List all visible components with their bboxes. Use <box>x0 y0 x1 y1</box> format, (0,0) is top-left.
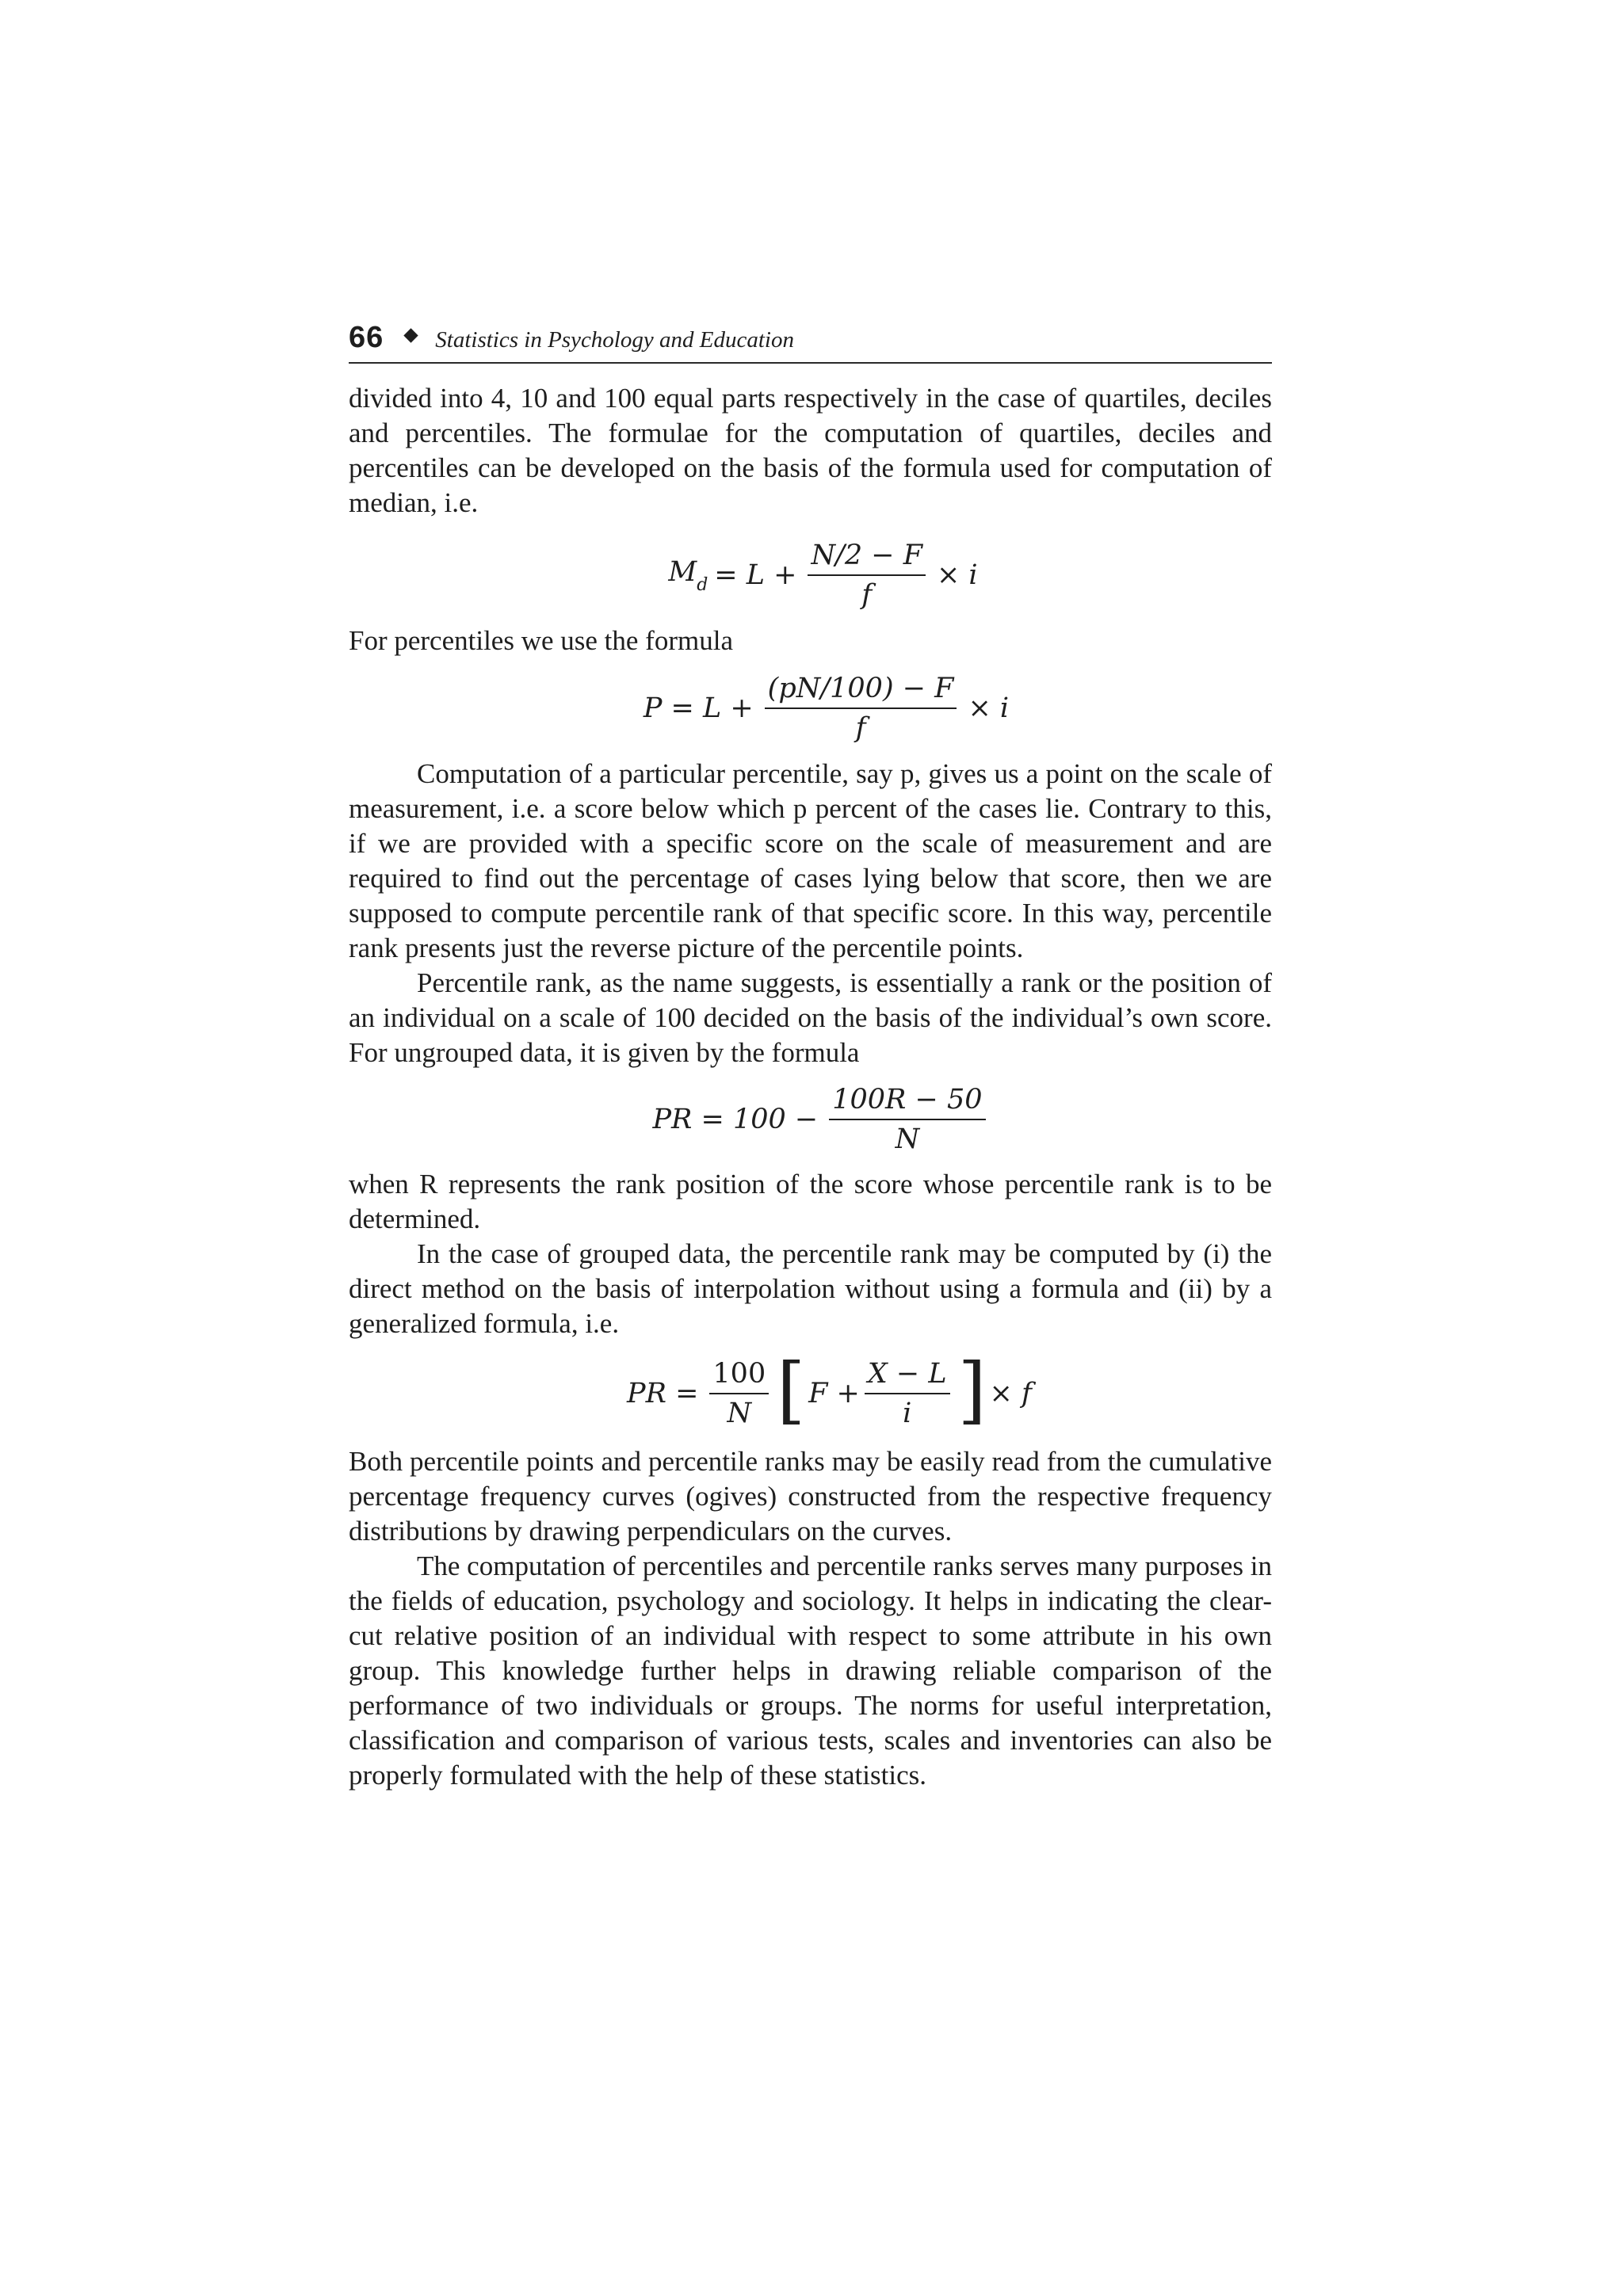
book-title: Statistics in Psychology and Education <box>435 327 794 353</box>
right-bracket: ] <box>957 1348 987 1432</box>
median-suffix: × i <box>936 559 978 591</box>
pr-grouped-inner-denominator: i <box>903 1398 912 1429</box>
percentile-prefix: P = L + <box>643 692 754 724</box>
page-number: 66 <box>349 321 384 354</box>
paragraph-2: For percentiles we use the formula <box>349 625 733 656</box>
pr-grouped-inner-fraction <box>865 1356 950 1431</box>
percentile-numerator: (pN/100) − F <box>765 671 957 709</box>
pr-grouped-inner-term: F + <box>808 1378 860 1409</box>
pr-grouped-outer-numerator: 100 <box>709 1356 769 1394</box>
pr-grouped-outer-denominator: N <box>727 1398 752 1429</box>
page <box>349 321 1272 1793</box>
pr-ungrouped-numerator: 100R − 50 <box>829 1082 985 1120</box>
median-denominator: f <box>861 579 873 611</box>
left-bracket: [ <box>777 1348 806 1432</box>
pr-grouped-suffix: × f <box>989 1378 1032 1409</box>
median-fraction <box>808 538 926 612</box>
paragraph-3: Computation of a particular percentile, say p, gives us a point on the scale of measurement, i.e. a score below which p percent of the cases lie. Contrary to this, if we are provided with a specific score on the scale of measurement and are required to find out the percentage of cases lying below that score, then we are supposed to compute percentile rank of that specific score. In this way, percentile rank presents just the reverse picture of the percentile points. <box>349 758 1272 963</box>
median-lhs-subscript: d <box>697 574 708 595</box>
percentile-formula <box>380 665 1272 752</box>
percentile-denominator: f <box>855 712 866 744</box>
pr-ungrouped-denominator: N <box>895 1123 920 1155</box>
paragraph-4: Percentile rank, as the name suggests, is essentially a rank or the position of an individual on a scale of 100 decided on the basis of the individual’s own score. For ungrouped data, it is given by the formula <box>349 967 1272 1068</box>
median-formula <box>380 532 1272 619</box>
diamond-icon <box>404 328 418 342</box>
paragraph-5: when R represents the rank position of the score whose percentile rank is to be determined. <box>349 1169 1272 1234</box>
pr-ungrouped-formula <box>365 1077 1272 1162</box>
pr-ungrouped-prefix: PR = 100 − <box>652 1104 819 1135</box>
median-lhs: $M_d$ <box>668 555 708 595</box>
pr-grouped-inner-numerator: X − L <box>865 1356 950 1394</box>
pr-grouped-outer-fraction <box>709 1356 769 1431</box>
paragraph-8: The computation of percentiles and percentile ranks serves many purposes in the fields of education, psychology and sociology. It helps in indicating the clear-cut relative position of an individual with respect to some attribute in his own group. This knowledge further helps in drawing reliable comparison of the performance of two individuals or groups. The norms for useful interpretation, classification and comparison of various tests, scales and inventories can also be properly formulated with the help of these statistics. <box>349 1550 1272 1791</box>
paragraph-7: Both percentile points and percentile ranks may be easily read from the cumulative percentage frequency curves (ogives) constructed from the respective frequency distributions by drawing perpendiculars on the curves. <box>349 1446 1272 1547</box>
pr-grouped-formula <box>380 1348 1272 1440</box>
percentile-suffix: × i <box>968 692 1010 724</box>
percentile-fraction <box>765 671 957 746</box>
median-prefix: = L + <box>714 559 797 591</box>
pr-ungrouped-fraction <box>829 1082 985 1157</box>
paragraph-6: In the case of grouped data, the percentile rank may be computed by (i) the direct method on the basis of interpolation without using a formula and (ii) by a generalized formula, i.e. <box>349 1238 1272 1339</box>
paragraph-1: divided into 4, 10 and 100 equal parts respectively in the case of quartiles, deciles and percentiles. The formulae for the computation of quartiles, deciles and percentiles can be developed on the basis of the formula used for computation of median, i.e. <box>349 383 1272 518</box>
median-numerator: N/2 − F <box>808 538 926 576</box>
running-head <box>349 321 1272 364</box>
pr-grouped-prefix: PR = <box>627 1378 699 1409</box>
